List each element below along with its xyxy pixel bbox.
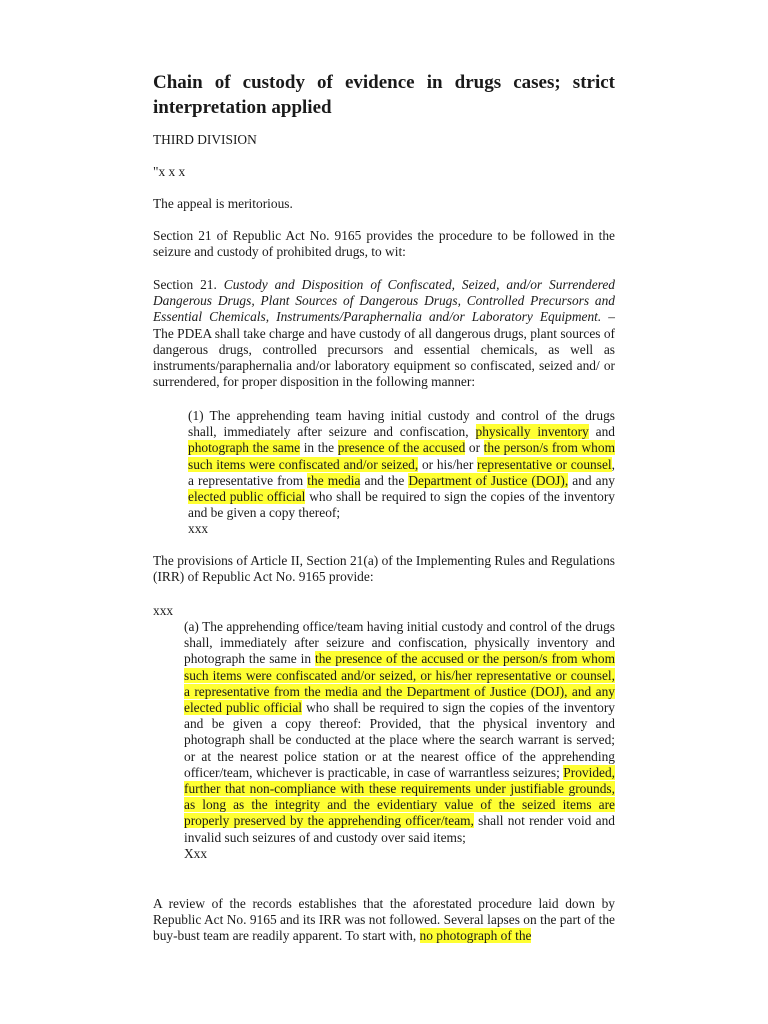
paragraph-review [153, 896, 615, 945]
title-line-1: Chain of custody of evidence in drugs cases; strict [153, 72, 615, 93]
quote1-highlight: elected public official [188, 489, 306, 505]
review-text: A review of the records establishes that the aforestated procedure laid down by Republic Act No. 9165 and its IRR was not followed. Several lapses on the part of the buy-bust team are readily apparent. To start with, [153, 896, 615, 944]
quote1-text: and [588, 424, 615, 440]
quote1-highlight: representative or counsel [477, 456, 612, 472]
section21-lead: Section 21. [153, 277, 224, 292]
division-label: THIRD DIVISION [153, 132, 257, 147]
quote1-text: who shall be required to sign the copies of the inventory and be given a copy thereof; [188, 489, 615, 521]
quote1-text: or [465, 440, 484, 456]
quote1-text: , a representative from [188, 456, 615, 488]
quote1-highlight: physically inventory [475, 424, 589, 440]
quote1-ellipsis: xxx [188, 521, 209, 537]
section21-heading: Custody and Disposition of Confiscated, Seized, and/or Surrendered Dangerous Drugs, Plant Sources of Dangerous Drugs, Controlled Precursors and Essential Chemicals, Instruments/Paraphernalia and/or Laboratory Equipment. [153, 277, 615, 325]
paragraph-meritorious: The appeal is meritorious. [153, 196, 293, 211]
paragraph-irr-intro: The provisions of Article II, Section 21(a) of the Implementing Rules and Regulations (IRR) of Republic Act No. 9165 provide: [153, 553, 615, 585]
review-highlight: no photograph of the [419, 928, 532, 944]
quote1-text: and the [360, 472, 409, 488]
quote1-text: and any [568, 472, 615, 488]
quote2-highlight: the presence of the accused or the person/s from whom such items were confiscated and/or seized, or his/her representative or counsel, a representative from the media and the Department of Justice (DOJ), and any elected public official [184, 651, 615, 716]
quote1-text: in the [300, 440, 338, 456]
paragraph-section21-intro: Section 21 of Republic Act No. 9165 provides the procedure to be followed in the seizure and custody of prohibited drugs, to wit: [153, 228, 615, 260]
title-line-2: interpretation applied [153, 97, 332, 118]
page-title [153, 70, 615, 120]
quote1-highlight: presence of the accused [337, 440, 466, 456]
quote1-highlight: the person/s from whom such items were confiscated and/or seized, [188, 440, 615, 472]
quote2-text: shall not render void and invalid such seizures of and custody over said items; [184, 813, 615, 845]
ellipsis-before-irr: xxx [153, 603, 174, 618]
quote2-highlight: Provided, further that non-compliance with these requirements under justifiable grounds, as long as the integrity and the evidentiary value of the seized items are properly preserved by the apprehending officer/team, [184, 764, 615, 829]
quote1-highlight: Department of Justice (DOJ), [408, 472, 569, 488]
quote1-highlight: the media [307, 472, 361, 488]
section21-body: – The PDEA shall take charge and have custody of all dangerous drugs, plant sources of dangerous drugs, controlled precursors and essential chemicals, as well as instruments/paraphernalia and/or laboratory equipment so confiscated, seized and/ or surrendered, for proper disposition in the following manner: [153, 309, 616, 390]
quote-section21-1 [188, 408, 615, 538]
quote2-text: (a) The apprehending office/team having initial custody and control of the drugs shall, immediately after seizure and confiscation, physically inventory and photograph the same in [184, 619, 615, 667]
quote-irr-21a [184, 619, 615, 862]
section21-text [153, 277, 615, 390]
quote2-text: who shall be required to sign the copies of the inventory and be given a copy thereof: Provided, that the physical inventory and photograph shall be conducted at the place where the search warrant is served; or at the nearest police station or at the nearest office of the apprehending officer/team, whichever is practicable, in case of warrantless seizures; [184, 700, 615, 780]
quote2-ellipsis: Xxx [184, 845, 208, 861]
quote1-text: (1) The apprehending team having initial custody and control of the drugs shall, immediately after seizure and confiscation, [188, 408, 615, 440]
quote1-highlight: photograph the same [188, 440, 301, 456]
opening-ellipsis: "x x x [153, 164, 186, 179]
quote1-text: or his/her [418, 456, 478, 472]
